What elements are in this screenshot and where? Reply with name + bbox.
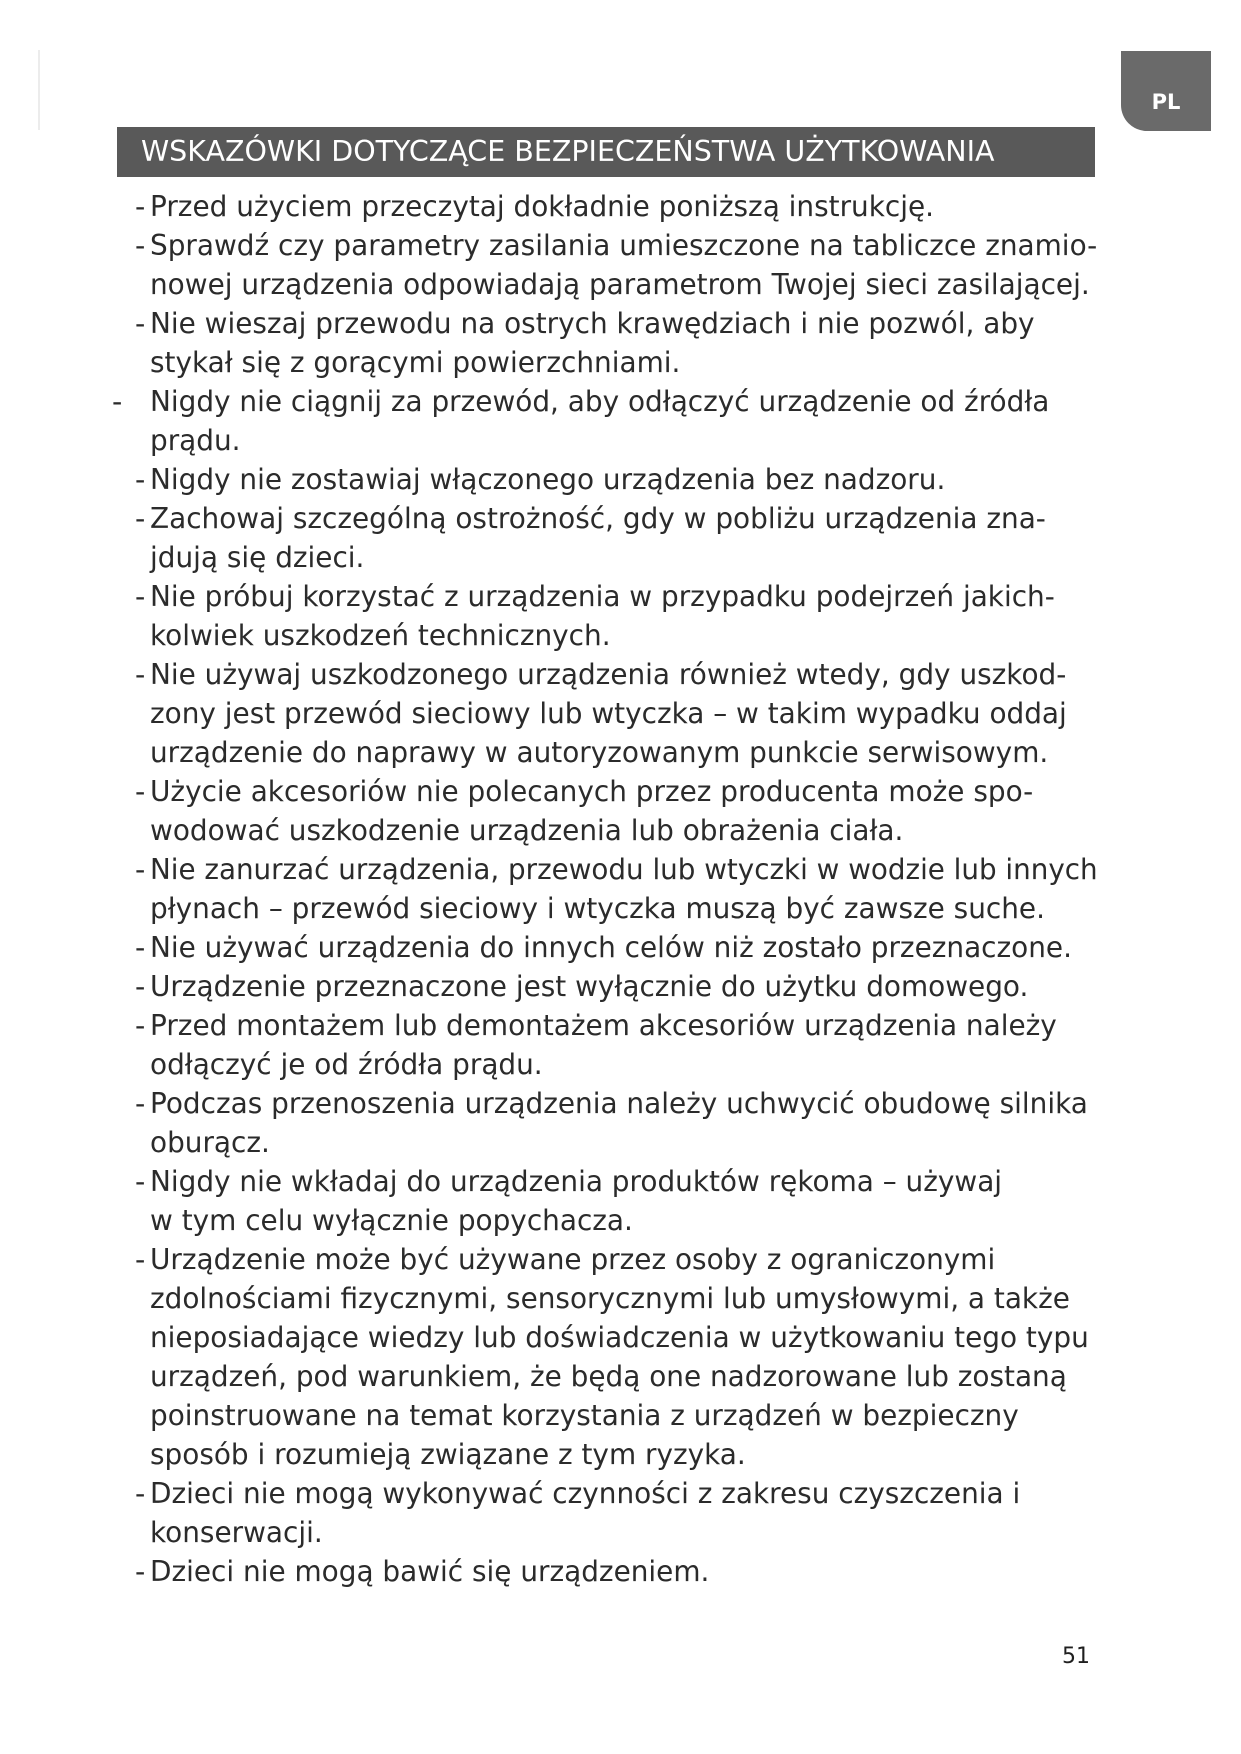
- bullet-dash: -: [112, 385, 123, 418]
- bullet-dash: -: [135, 970, 146, 1003]
- list-item-line: nieposiadające wiedzy lub doświadczenia w użytkowaniu tego typu: [150, 1321, 1089, 1354]
- list-item: [0, 1084, 1118, 1162]
- list-item-line: poinstruowane na temat korzystania z urządzeń w bezpieczny: [150, 1399, 1019, 1432]
- list-item-line: Urządzenie przeznaczone jest wyłącznie do użytku domowego.: [150, 970, 1029, 1003]
- list-item-line: Nie zanurzać urządzenia, przewodu lub wtyczki w wodzie lub innych: [150, 853, 1098, 886]
- list-item: [0, 655, 1118, 772]
- list-item-line: odłączyć je od źródła prądu.: [150, 1048, 543, 1081]
- page-number: 51: [1062, 1644, 1090, 1669]
- bullet-dash: -: [135, 853, 146, 886]
- safety-instructions-list: [0, 187, 1241, 1591]
- language-label: PL: [1151, 90, 1181, 114]
- list-item-line: Nie wieszaj przewodu na ostrych krawędziach i nie pozwól, aby: [150, 307, 1035, 340]
- bullet-dash: -: [135, 1555, 146, 1588]
- bullet-dash: -: [135, 931, 146, 964]
- bullet-dash: -: [135, 1477, 146, 1510]
- list-item-line: Nie używać urządzenia do innych celów niż zostało przeznaczone.: [150, 931, 1072, 964]
- list-item-line: prądu.: [150, 424, 241, 457]
- list-item-line: konserwacji.: [150, 1516, 323, 1549]
- list-item-line: Urządzenie może być używane przez osoby z ograniczonymi: [150, 1243, 996, 1276]
- list-item-line: zony jest przewód sieciowy lub wtyczka – w takim wypadku oddaj: [150, 697, 1067, 730]
- bullet-dash: -: [135, 190, 146, 223]
- list-item-line: płynach – przewód sieciowy i wtyczka muszą być zawsze suche.: [150, 892, 1045, 925]
- list-item: [0, 1006, 1118, 1084]
- list-item: [0, 226, 1118, 304]
- list-item-line: Podczas przenoszenia urządzenia należy uchwycić obudowę silnika: [150, 1087, 1088, 1120]
- list-item: [0, 499, 1118, 577]
- list-item: [0, 1240, 1118, 1474]
- list-item-line: Przed użyciem przeczytaj dokładnie poniższą instrukcję.: [150, 190, 935, 223]
- list-item: [0, 1474, 1118, 1552]
- list-item-line: kolwiek uszkodzeń technicznych.: [150, 619, 611, 652]
- section-heading: WSKAZÓWKI DOTYCZĄCE BEZPIECZEŃSTWA UŻYTKOWANIA: [117, 127, 1095, 177]
- list-item: [0, 928, 1118, 967]
- list-item-line: Użycie akcesoriów nie polecanych przez producenta może spo-: [150, 775, 1034, 808]
- bullet-dash: -: [135, 580, 146, 613]
- list-item-line: urządzenie do naprawy w autoryzowanym punkcie serwisowym.: [150, 736, 1049, 769]
- list-item-line: Przed montażem lub demontażem akcesoriów urządzenia należy: [150, 1009, 1057, 1042]
- list-item-line: Zachowaj szczególną ostrożność, gdy w pobliżu urządzenia zna-: [150, 502, 1046, 535]
- list-item-line: zdolnościami fizycznymi, sensorycznymi lub umysłowymi, a także: [150, 1282, 1070, 1315]
- list-item: [0, 382, 1118, 460]
- list-item-line: oburącz.: [150, 1126, 270, 1159]
- list-item-line: wodować uszkodzenie urządzenia lub obrażenia ciała.: [150, 814, 904, 847]
- bullet-dash: -: [135, 307, 146, 340]
- list-item: [0, 772, 1118, 850]
- list-item-line: nowej urządzenia odpowiadają parametrom Twojej sieci zasilającej.: [150, 268, 1090, 301]
- bullet-dash: -: [135, 775, 146, 808]
- list-item-line: Nigdy nie zostawiaj włączonego urządzenia bez nadzoru.: [150, 463, 946, 496]
- bullet-dash: -: [135, 1009, 146, 1042]
- margin-rule: [38, 50, 40, 130]
- list-item: [0, 577, 1118, 655]
- list-item: [0, 187, 1118, 226]
- list-item-line: Dzieci nie mogą bawić się urządzeniem.: [150, 1555, 710, 1588]
- language-tab: [1121, 51, 1211, 131]
- list-item-line: urządzeń, pod warunkiem, że będą one nadzorowane lub zostaną: [150, 1360, 1067, 1393]
- list-item: [0, 967, 1118, 1006]
- bullet-dash: -: [135, 1243, 146, 1276]
- list-item-line: Nigdy nie ciągnij za przewód, aby odłączyć urządzenie od źródła: [150, 385, 1050, 418]
- list-item-line: sposób i rozumieją związane z tym ryzyka.: [150, 1438, 746, 1471]
- list-item: [0, 304, 1118, 382]
- list-item-line: Nie używaj uszkodzonego urządzenia również wtedy, gdy uszkod-: [150, 658, 1067, 691]
- list-item: [0, 850, 1118, 928]
- list-item-line: w tym celu wyłącznie popychacza.: [150, 1204, 633, 1237]
- bullet-dash: -: [135, 502, 146, 535]
- bullet-dash: -: [135, 1087, 146, 1120]
- list-item-line: jdują się dzieci.: [150, 541, 365, 574]
- list-item-line: Nigdy nie wkładaj do urządzenia produktów rękoma – używaj: [150, 1165, 1003, 1198]
- list-item: [0, 460, 1118, 499]
- bullet-dash: -: [135, 463, 146, 496]
- bullet-dash: -: [135, 1165, 146, 1198]
- list-item-line: Nie próbuj korzystać z urządzenia w przypadku podejrzeń jakich-: [150, 580, 1055, 613]
- bullet-dash: -: [135, 229, 146, 262]
- list-item: [0, 1552, 1118, 1591]
- list-item-line: Dzieci nie mogą wykonywać czynności z zakresu czyszczenia i: [150, 1477, 1021, 1510]
- list-item-line: stykał się z gorącymi powierzchniami.: [150, 346, 681, 379]
- list-item: [0, 1162, 1118, 1240]
- list-item-line: Sprawdź czy parametry zasilania umieszczone na tabliczce znamio-: [150, 229, 1098, 262]
- bullet-dash: -: [135, 658, 146, 691]
